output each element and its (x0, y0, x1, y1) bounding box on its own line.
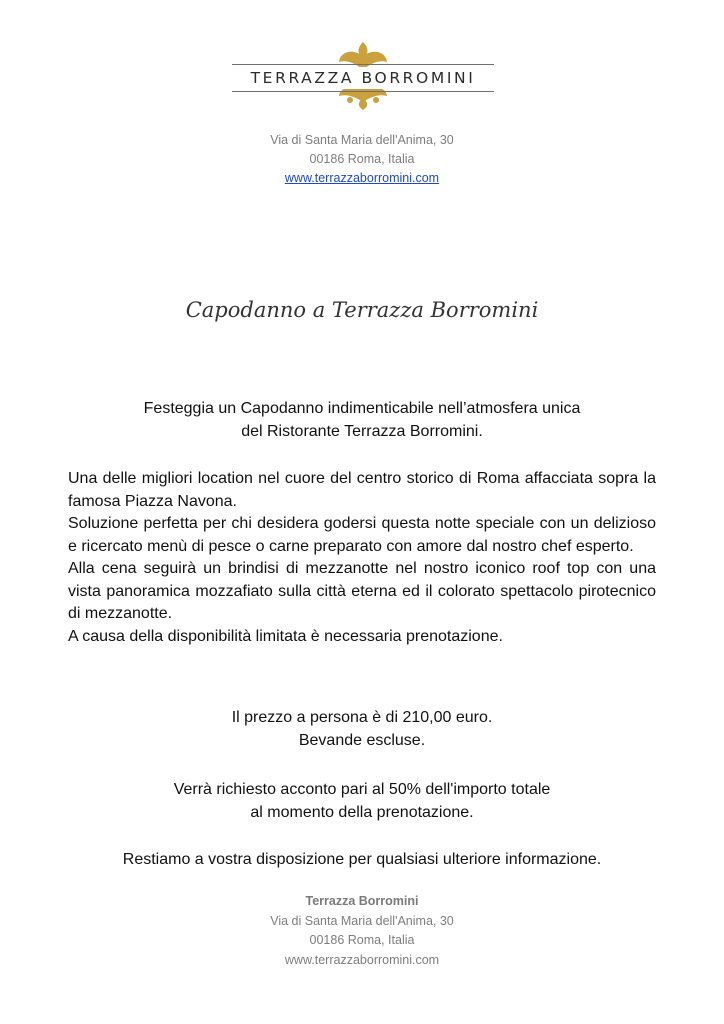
body-paragraph: A causa della disponibilità limitata è necessaria prenotazione. (68, 627, 503, 645)
logo-top-rule (232, 64, 494, 65)
deposit-line1: Verrà richiesto acconto pari al 50% dell'importo totale (173, 781, 551, 798)
deposit-info (0, 779, 724, 824)
deposit-line2: al momento della prenotazione. (250, 803, 474, 821)
header-address (0, 131, 724, 188)
intro-line2: del Ristorante Terrazza Borromini. (241, 422, 483, 440)
body-paragraph: Una delle migliori location nel cuore del centro storico di Roma affacciata sopra la famosa Piazza Navona. (68, 470, 656, 510)
intro-line1: Festeggia un Capodanno indimenticabile nell’atmosfera unica (143, 400, 581, 417)
brand-name: TERRAZZA BORROMINI (232, 67, 494, 89)
logo-bottom-rule (232, 91, 494, 92)
footer (0, 892, 724, 970)
body-paragraph: Soluzione perfetta per chi desidera godersi questa notte speciale con un delizioso e ricercato menù di pesce o carne preparato con amore dal nostro chef esperto. (68, 515, 656, 555)
website-link[interactable]: www.terrazzaborromini.com (284, 171, 440, 185)
price-line: Il prezzo a persona è di 210,00 euro. (231, 709, 493, 726)
intro (0, 398, 724, 443)
page-title: Capodanno a Terrazza Borromini (185, 298, 539, 322)
closing-text: Restiamo a vostra disposizione per qualsiasi ulteriore informazione. (122, 851, 602, 868)
body-paragraph: Alla cena seguirà un brindisi di mezzanotte nel nostro iconico roof top con una vista panoramica mozzafiato sulla città eterna ed il colorato spettacolo pirotecnico di mezzanotte. (68, 560, 656, 622)
footer-website: www.terrazzaborromini.com (284, 952, 440, 967)
header-address-line2: 00186 Roma, Italia (309, 152, 415, 166)
header-address-line1: Via di Santa Maria dell'Anima, 30 (270, 133, 454, 147)
footer-name: Terrazza Borromini (305, 894, 419, 908)
drinks-excluded: Bevande escluse. (298, 731, 426, 749)
logo (232, 40, 494, 112)
footer-address-line1: Via di Santa Maria dell'Anima, 30 (270, 913, 454, 928)
price-info (0, 707, 724, 752)
body-text (68, 468, 656, 648)
footer-address-line2: 00186 Roma, Italia (309, 933, 415, 947)
